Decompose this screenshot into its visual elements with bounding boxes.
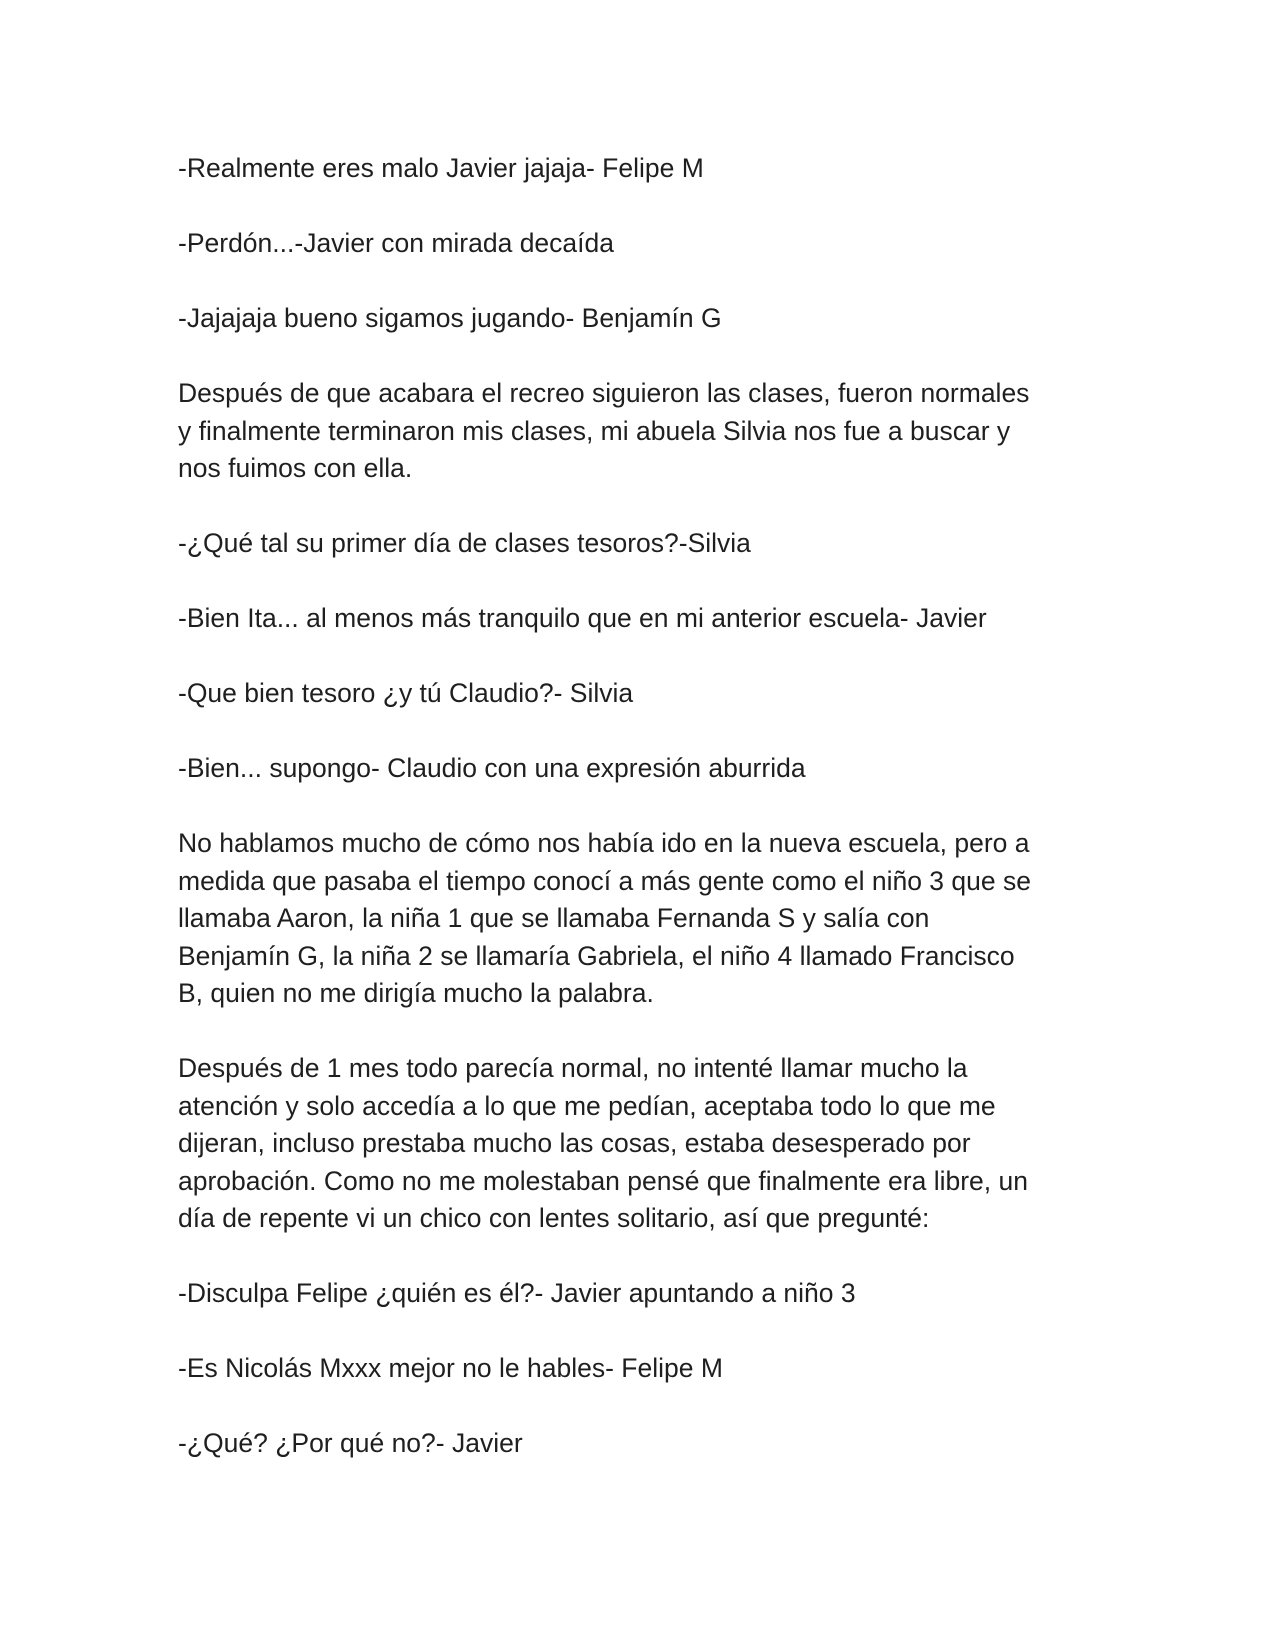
dialogue-line: [178, 1425, 1098, 1463]
text-line: aprobación. Como no me molestaban pensé que finalmente era libre, un: [178, 1165, 1028, 1196]
dialogue-line: [178, 225, 1098, 263]
narrative-paragraph: [178, 825, 1098, 1013]
text-line: medida que pasaba el tiempo conocí a más gente como el niño 3 que se: [178, 865, 1031, 896]
text-line: -Disculpa Felipe ¿quién es él?- Javier apuntando a niño 3: [178, 1278, 856, 1308]
dialogue-line: [178, 1350, 1098, 1388]
text-line: atención y solo accedía a lo que me pedían, aceptaba todo lo que me: [178, 1090, 996, 1121]
dialogue-line: [178, 675, 1098, 713]
text-line: -Realmente eres malo Javier jajaja- Felipe M: [178, 153, 704, 183]
text-line: B, quien no me dirigía mucho la palabra.: [178, 978, 654, 1008]
text-line: y finalmente terminaron mis clases, mi abuela Silvia nos fue a buscar y: [178, 415, 1011, 446]
text-line: No hablamos mucho de cómo nos había ido en la nueva escuela, pero a: [178, 828, 1030, 858]
text-line: -Perdón...-Javier con mirada decaída: [178, 228, 614, 258]
text-line: Benjamín G, la niña 2 se llamaría Gabriela, el niño 4 llamado Francisco: [178, 940, 1015, 971]
dialogue-line: [178, 600, 1098, 638]
text-line: día de repente vi un chico con lentes solitario, así que pregunté:: [178, 1203, 930, 1233]
text-line: -Es Nicolás Mxxx mejor no le hables- Felipe M: [178, 1353, 723, 1383]
dialogue-line: [178, 150, 1098, 188]
text-line: -¿Qué tal su primer día de clases tesoros?-Silvia: [178, 528, 751, 558]
text-line: Después de que acabara el recreo siguieron las clases, fueron normales: [178, 378, 1030, 408]
text-line: -Jajajaja bueno sigamos jugando- Benjamín G: [178, 303, 722, 333]
dialogue-line: [178, 750, 1098, 788]
narrative-paragraph: [178, 375, 1098, 488]
text-line: llamaba Aaron, la niña 1 que se llamaba Fernanda S y salía con: [178, 903, 930, 933]
text-line: nos fuimos con ella.: [178, 453, 413, 483]
narrative-paragraph: [178, 1050, 1098, 1238]
text-line: Después de 1 mes todo parecía normal, no intenté llamar mucho la: [178, 1053, 968, 1083]
document-body: [178, 150, 1098, 1500]
text-line: -Bien Ita... al menos más tranquilo que en mi anterior escuela- Javier: [178, 603, 987, 633]
text-line: -¿Qué? ¿Por qué no?- Javier: [178, 1428, 523, 1458]
text-line: -Bien... supongo- Claudio con una expresión aburrida: [178, 753, 806, 783]
text-line: dijeran, incluso prestaba mucho las cosas, estaba desesperado por: [178, 1128, 971, 1158]
dialogue-line: [178, 300, 1098, 338]
dialogue-line: [178, 525, 1098, 563]
dialogue-line: [178, 1275, 1098, 1313]
text-line: -Que bien tesoro ¿y tú Claudio?- Silvia: [178, 678, 634, 708]
